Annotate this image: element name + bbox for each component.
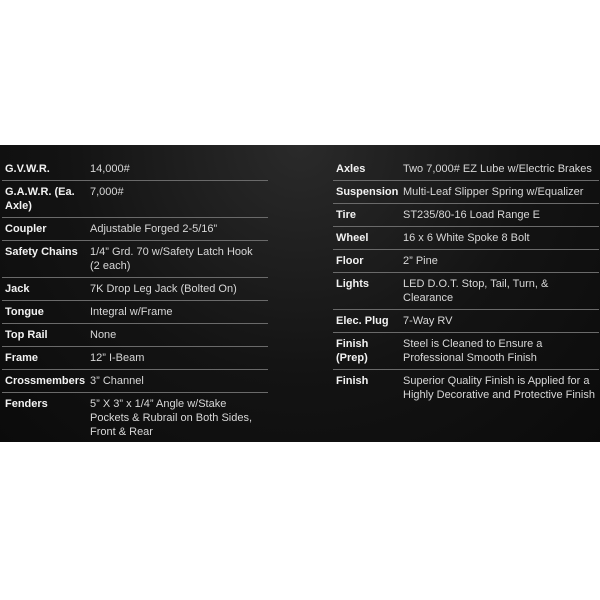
spec-label: Finish (Prep) <box>336 338 369 364</box>
spec-value: ST235/80-16 Load Range E <box>403 209 540 221</box>
table-row <box>2 324 268 347</box>
spec-label: Crossmembers <box>5 375 86 387</box>
spec-label: Tongue <box>5 306 44 318</box>
spec-value: 12” I-Beam <box>90 352 145 364</box>
spec-label: Finish <box>336 375 369 387</box>
table-row <box>333 370 599 407</box>
spec-label: Elec. Plug <box>336 315 389 327</box>
spec-value: 3” Channel <box>90 375 144 387</box>
table-row <box>2 218 268 241</box>
spec-value: LED D.O.T. Stop, Tail, Turn, & Clearance <box>403 278 549 304</box>
spec-label: Frame <box>5 352 39 364</box>
table-row <box>333 158 599 181</box>
spec-label: G.A.W.R. (Ea. Axle) <box>5 186 75 212</box>
spec-label: Floor <box>336 255 364 267</box>
table-row <box>2 393 268 444</box>
spec-value: Integral w/Frame <box>90 306 173 318</box>
table-row <box>333 250 599 273</box>
table-row <box>333 204 599 227</box>
table-row <box>2 181 268 218</box>
table-row <box>333 333 599 370</box>
spec-value: Steel is Cleaned to Ensure a Professional Smooth Finish <box>403 338 543 364</box>
spec-table-right <box>333 158 599 406</box>
spec-value: 14,000# <box>90 163 130 175</box>
table-row <box>2 278 268 301</box>
spec-value: Adjustable Forged 2-5/16” <box>90 223 218 235</box>
spec-value: 7K Drop Leg Jack (Bolted On) <box>90 283 237 295</box>
spec-value: 5” X 3” x 1/4” Angle w/Stake Pockets & Rubrail on Both Sides, Front & Rear <box>90 398 253 438</box>
table-row <box>2 370 268 393</box>
table-row <box>2 158 268 181</box>
spec-label: Tire <box>336 209 356 221</box>
spec-value: Multi-Leaf Slipper Spring w/Equalizer <box>403 186 584 198</box>
spec-label: Jack <box>5 283 30 295</box>
spec-value: 16 x 6 White Spoke 8 Bolt <box>403 232 530 244</box>
table-row <box>2 301 268 324</box>
spec-label: G.V.W.R. <box>5 163 50 175</box>
spec-table-left <box>2 158 268 443</box>
spec-value: 7,000# <box>90 186 124 198</box>
spec-label: Suspension <box>336 186 399 198</box>
spec-value: Superior Quality Finish is Applied for a Highly Decorative and Protective Finish <box>403 375 595 401</box>
table-row <box>333 227 599 250</box>
spec-label: Coupler <box>5 223 47 235</box>
table-row <box>333 310 599 333</box>
spec-value: 7-Way RV <box>403 315 453 327</box>
spec-value: 1/4” Grd. 70 w/Safety Latch Hook (2 each) <box>90 246 253 272</box>
spec-label: Safety Chains <box>5 246 78 258</box>
spec-label: Lights <box>336 278 369 290</box>
spec-value: 2” Pine <box>403 255 438 267</box>
spec-value: None <box>90 329 117 341</box>
table-row <box>333 273 599 310</box>
spec-label: Fenders <box>5 398 48 410</box>
table-row <box>2 241 268 278</box>
table-row <box>333 181 599 204</box>
table-row <box>2 347 268 370</box>
spec-value: Two 7,000# EZ Lube w/Electric Brakes <box>403 163 592 175</box>
spec-label: Top Rail <box>5 329 48 341</box>
spec-label: Wheel <box>336 232 369 244</box>
spec-label: Axles <box>336 163 366 175</box>
spec-panel <box>0 145 600 442</box>
